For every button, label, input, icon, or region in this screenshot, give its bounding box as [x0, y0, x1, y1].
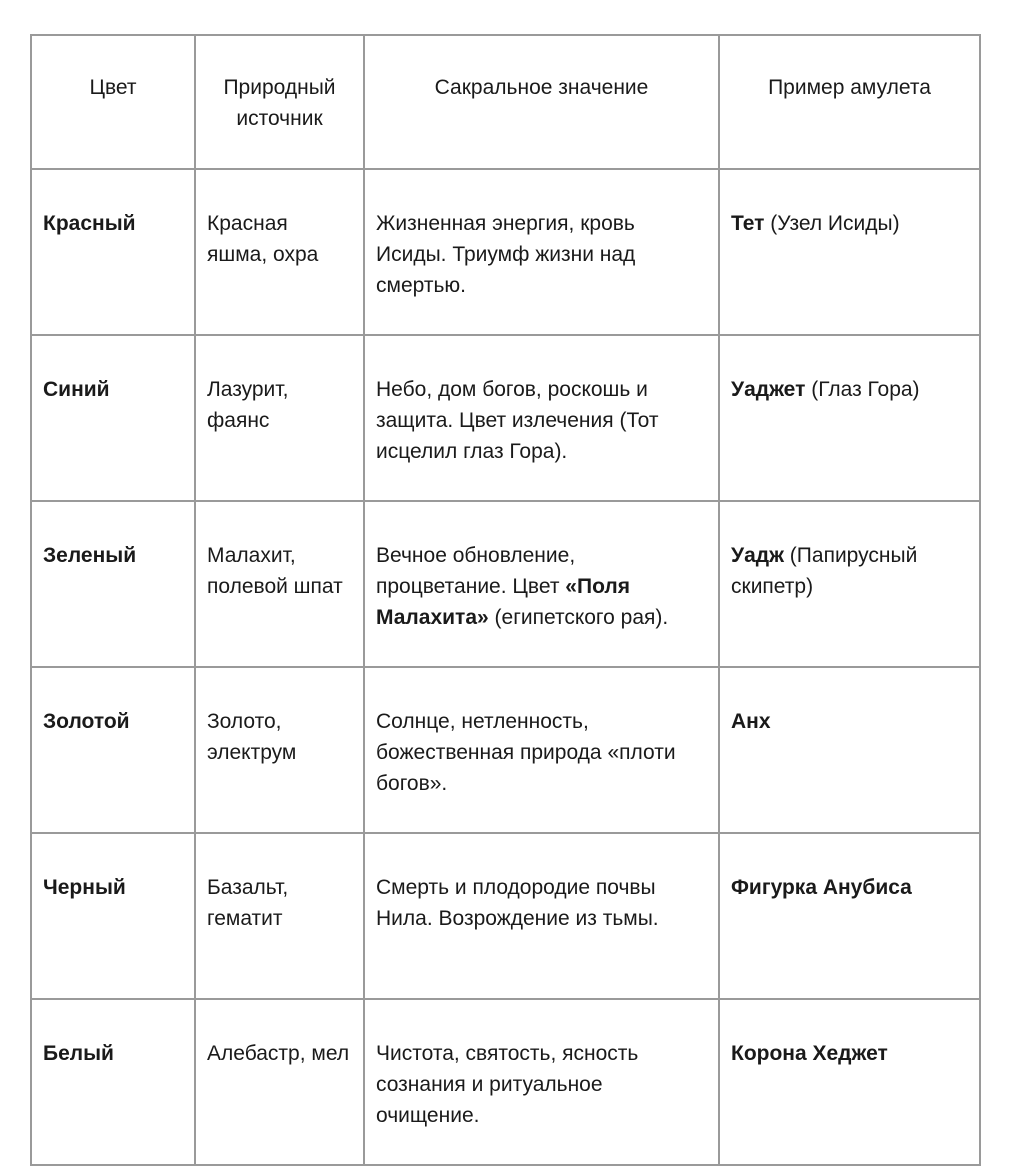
cell-meaning	[364, 833, 719, 999]
cell-amulet	[719, 999, 980, 1165]
amulet-note: (Глаз Гора)	[805, 378, 920, 401]
amulet-name: Тет	[731, 212, 765, 235]
cell-amulet	[719, 833, 980, 999]
cell-source: Золото, электрум	[195, 667, 364, 833]
meaning-text: Жизненная энергия, кровь Исиды. Триумф жизни над смертью.	[376, 212, 636, 297]
cell-source: Базальт, гематит	[195, 833, 364, 999]
cell-color: Синий	[31, 335, 195, 501]
table-row	[31, 169, 980, 335]
cell-color: Зеленый	[31, 501, 195, 667]
amulet-note: (Папирусный скипетр)	[731, 544, 918, 598]
table-row	[31, 833, 980, 999]
cell-meaning	[364, 169, 719, 335]
cell-color: Красный	[31, 169, 195, 335]
header-meaning: Сакральное значение	[364, 35, 719, 169]
amulet-name: Фигурка Анубиса	[731, 876, 912, 899]
amulet-name: Анх	[731, 710, 771, 733]
meaning-text: Вечное обновление, процветание. Цвет	[376, 544, 576, 598]
amulet-note: (Узел Исиды)	[764, 212, 900, 235]
cell-source: Малахит, полевой шпат	[195, 501, 364, 667]
cell-amulet	[719, 501, 980, 667]
cell-amulet	[719, 335, 980, 501]
amulet-name: Уадж	[731, 544, 784, 567]
meaning-text: Смерть и плодородие почвы Нила. Возрождение из тьмы.	[376, 876, 659, 930]
cell-source: Алебастр, мел	[195, 999, 364, 1165]
table-row	[31, 501, 980, 667]
cell-color: Золотой	[31, 667, 195, 833]
cell-meaning	[364, 335, 719, 501]
header-color: Цвет	[31, 35, 195, 169]
cell-source: Красная яшма, охра	[195, 169, 364, 335]
table-header-row	[31, 35, 980, 169]
cell-meaning	[364, 999, 719, 1165]
color-symbolism-table	[30, 34, 981, 1166]
meaning-bold-text: «Поля Малахита»	[376, 575, 630, 629]
table-row	[31, 335, 980, 501]
cell-color: Черный	[31, 833, 195, 999]
meaning-text: Чистота, святость, ясность сознания и ритуальное очищение.	[376, 1042, 639, 1127]
cell-color: Белый	[31, 999, 195, 1165]
cell-amulet	[719, 667, 980, 833]
cell-amulet	[719, 169, 980, 335]
header-amulet: Пример амулета	[719, 35, 980, 169]
header-source: Природный источник	[195, 35, 364, 169]
table-row	[31, 999, 980, 1165]
meaning-text: Небо, дом богов, роскошь и защита. Цвет излечения (Тот исцелил глаз Гора).	[376, 378, 659, 463]
cell-meaning	[364, 667, 719, 833]
amulet-name: Корона Хеджет	[731, 1042, 888, 1065]
meaning-text: Солнце, нетленность, божественная природа «плоти богов».	[376, 710, 676, 795]
amulet-name: Уаджет	[731, 378, 806, 401]
cell-meaning	[364, 501, 719, 667]
meaning-text-after: (египетского рая).	[488, 606, 669, 629]
cell-source: Лазурит, фаянс	[195, 335, 364, 501]
table-row	[31, 667, 980, 833]
